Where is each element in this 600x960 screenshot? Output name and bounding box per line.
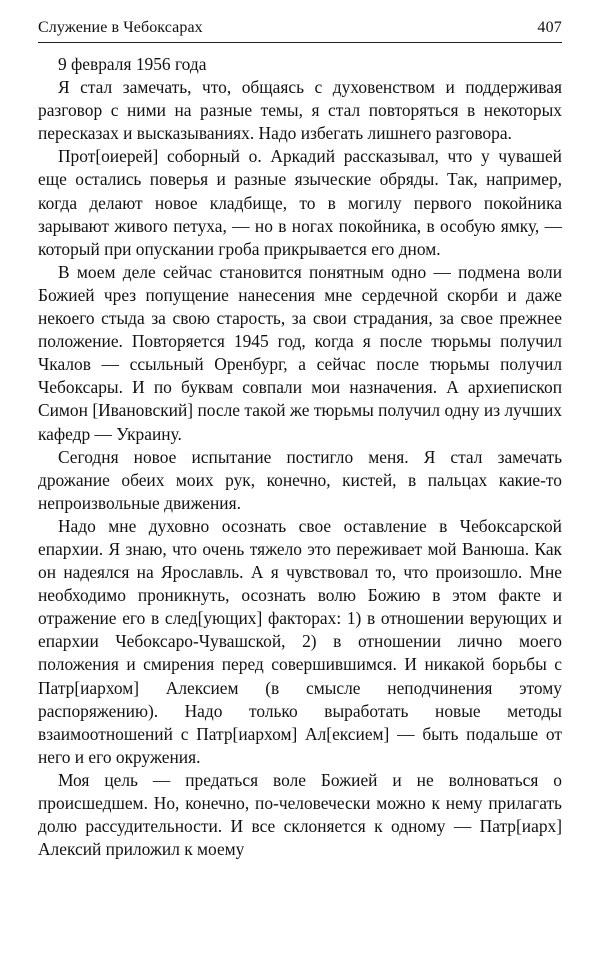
paragraph-3: В моем деле сейчас становится понятным одно — подмена воли Божией чрез попущение нанесения мне сердечной скорби и даже некоего стыда за свою старость, за свои страдания, за свое прежнее положение. Повторяется 1945 год, когда я после тюрьмы получил Чкалов — ссыльный Оренбург, а сейчас после тюрьмы получил Чебоксары. И по буквам совпали мои назначения. А архиепископ Симон [Ивановский] после такой же тюрьмы получил одну из лучших кафедр — Украину. — [38, 261, 562, 444]
paragraph-5: Надо мне духовно осознать свое оставление в Чебоксарской епархии. Я знаю, что очень тяжело это переживает мой Ванюша. Как он надеялся на Ярославль. А я чувствовал то, что произошло. Мне необходимо проникнуть, осознать волю Божию в этом факте и отражение его в след[ующих] факторах: 1) в отношении верующих и епархии Чебоксаро-Чувашской, 2) в отношении лично моего положения и смирения перед совершившимся. И никакой борьбы с Патр[иархом] Алексием (в смысле неподчинения этому распоряжению). Надо только выработать новые методы взаимоотношений с Патр[иархом] Ал[ексием] — быть подальше от него и его окружения. — [38, 515, 562, 767]
page-number: 407 — [537, 19, 562, 36]
paragraph-4: Сегодня новое испытание постигло меня. Я стал замечать дрожание обеих моих рук, конечно, кистей, в пальцах какие-то непроизвольные движения. — [38, 446, 562, 513]
book-page — [38, 18, 562, 948]
diary-entry — [38, 53, 562, 861]
paragraph-2: Прот[оиерей] соборный о. Аркадий рассказывал, что у чувашей еще остались поверья и разные языческие обряды. Так, например, когда делают новое кладбище, то в могилу первого покойника зарывают живого петуха, — но в ногах покойника, в особую ямку, — который при опускании гроба прикрывается его дном. — [38, 146, 562, 259]
paragraph-6: Моя цель — предаться воле Божией и не волноваться о происшедшем. Но, конечно, по-человечески можно к нему прилагать долю рассудительности. И все склоняется к одному — Патр[иарх] Алексий приложил к моему — [38, 769, 562, 860]
running-header — [38, 18, 562, 43]
running-title: Служение в Чебоксарах — [38, 19, 203, 36]
paragraph-1: Я стал замечать, что, общаясь с духовенством и поддерживая разговор с ними на разные темы, я стал повторяться в некоторых пересказах и высказываниях. Надо избегать лишнего разговора. — [38, 77, 562, 144]
entry-date: 9 февраля 1956 года — [58, 54, 207, 74]
